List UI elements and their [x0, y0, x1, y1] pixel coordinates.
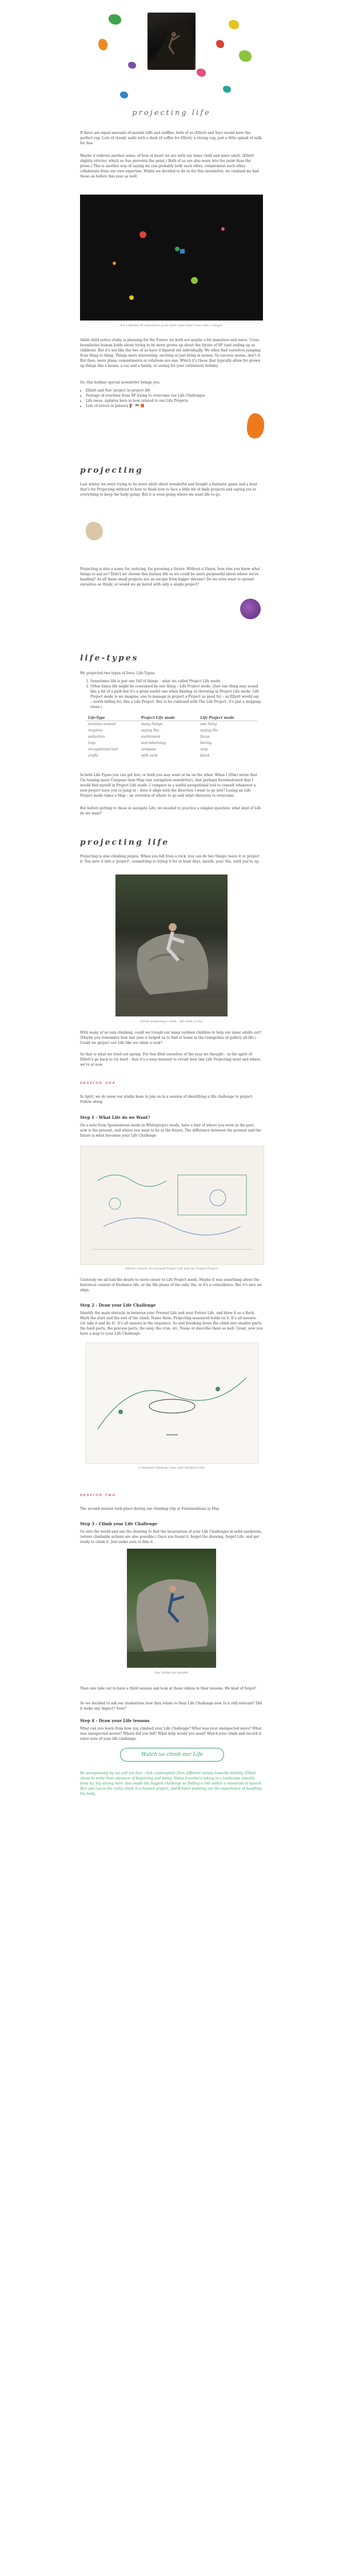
session-one-label: session one	[80, 1081, 116, 1085]
hero-photo	[147, 13, 196, 70]
session-two-intro: The second session took place during our climbing trip at Fontainebleau in May.	[80, 1507, 220, 1511]
table-row: seduction excitement focus	[88, 735, 210, 739]
sketch-1-caption: Elliott's sketch: the present Project Life and our Project Project	[125, 1267, 218, 1271]
climbing-hold-green-icon	[109, 14, 121, 25]
climbing-hold-pink-icon	[197, 69, 206, 77]
table-header: Project Life mode	[139, 715, 198, 721]
climbing-hold-teal-icon	[223, 86, 231, 93]
step-2-paragraph: Identify the main obstacle in between your Present Life and your Future Life, and draw it as a Rock. Mark the start and the end of the climb. Name them. Projecting measured holds on it. It's all messes. 1st take it and do it!. It's all messes in the sequence. So and breaking down the climb into smaller parts: the hard parts, the process parts, the easy, the crux, etc. Name or describe them as well. Great, now you have a map to your Life Challenge.	[80, 1311, 263, 1336]
list-item: 2. Other times life might be consumed by one thing – Life Project mode. (Just one thing may sound like a bit of a path but it's a great useful one when fixating or throwing in Project Life mode. Life Project mode is we imagine, one to manage in project a Project as good try – as Elliott would say – worth falling for, like a Life Project. But to be confused with The Life Project, it's just a stepping stone.)	[90, 684, 262, 710]
session-two-label: session two	[80, 1493, 117, 1497]
table-row: occupational tool compass map	[88, 747, 208, 751]
life-types-paragraph-3: But before getting to those in navigate Life, we needed to practice a simpler question: what kind of Life do we want?	[80, 806, 261, 816]
climbing-hold-purple-round-icon	[240, 599, 261, 619]
life-types-list	[86, 679, 262, 710]
climbing-hold-purple-icon	[128, 62, 136, 69]
projecting-life-photo	[115, 875, 228, 1016]
table-row: requires saying Yes saying No	[88, 729, 218, 733]
section-heading-projecting-life: projecting life	[80, 838, 170, 847]
session-two-paragraph-3: So we decided to ask our studentries how they relate to their Life Challenge now. Is it still relevant? Did it make any impact? Sure?	[80, 1701, 262, 1711]
sketch-climbing-route	[86, 1343, 258, 1464]
climbing-hold-orange-icon	[98, 39, 107, 50]
projecting-paragraph-1: Last winter we were trying to be more adult about wonderful and bought a fantastic game and a boat that's for Projecting without to how to think how to face a little bit of daily projects and saying yes to everything to keep the body going. But it is even going where we want life to go.	[80, 482, 257, 497]
intro-paragraph-4: So, this holiday special newsletter brings you:	[80, 381, 161, 385]
boulder-climber-image	[115, 875, 228, 1016]
life-types-paragraph-2: In both Life-Types you can get lost; or both you may want or be on the other. When I (Elin) wrote that I'm leaning more Compass than Map (see navigation newsletter), that perhaps foreshadowed that I would find myself in Project Life mode. I compare in a useful navigational tool to consult whenever a new project have you to jump in – does it align with the direction I want to go into? Losing an Life Project mode takes a Map – an overview of where to go and what obstacles to overcome.	[80, 773, 257, 798]
session-one-after-paragraph: Curiously we all had the desire to move closer to Life Project mode. Maybe it was something about the historical context of freelance life, or the life phase of the rally. Ha, or it's a coincidence. But it's nice we align.	[80, 1278, 262, 1292]
step-2-heading: Step 2 - Draw your Life Challenge	[80, 1303, 156, 1308]
session-one-intro: In April, we do some our studio base to join us in a session of identifying a life challenge to project. Follow along:	[80, 1095, 253, 1104]
table-row: trap overwhelming boring	[88, 741, 212, 745]
list-item: • Elliott and Sue' project in project life	[86, 388, 257, 393]
list-item: 1. Sometimes life is just one full of things – what we called Project Life mode.	[90, 679, 262, 684]
climbing-hold-orange-large-icon	[247, 413, 264, 438]
intro-paragraph-1: If there are equal amounts of mental toffs and sniffles, both of us (Elliott and Sue) would have the perfect cup. Lots of cloudy walls with a dash of coffee for Elliott; a strong cup, just a little splash of milk for Sue.	[80, 131, 262, 145]
projecting-life-paragraph-3: So that is what we tried out spring. For Sue filed ourselves of the year we thought – in the spirit of Elliott's go back to try hard – that it's a easy moment to revisit how this Life Projecting went and where we're at now.	[80, 1052, 261, 1067]
life-types-table	[86, 715, 257, 759]
step-1-heading: Step 1 - What Life do we Want?	[80, 1115, 150, 1120]
section-heading-life-types: life-types	[80, 654, 139, 663]
projecting-paragraph-2: Projecting is also a name for, noticing, for pursuing a future. Without a Vision, how else you know what things to say no? Didn't we choose this fantasy life so we could be more purposeful about where we're heading? As all these small projects are an escape from bigger dreams? Do we even want to spread ourselves so thinly, or would we go bored with only a single project?	[80, 567, 260, 587]
rock-challenge-sketch-image	[86, 1343, 258, 1463]
climbing-hold-lime-icon	[239, 50, 252, 62]
climbing-hold-beige-icon	[86, 522, 103, 540]
session-two-paragraph-2: Then one take out to have a third session and look at those videos in their lessons. We kind of forgot!	[80, 1687, 257, 1691]
step-4-paragraph: What can you learn from how you climbed your Life Challenge? What was your unexpected move? What was unexpected moves? Where did you fall? What help would you need? Watch your climb and record it voice note of your life challenge.	[80, 1727, 262, 1741]
session-two-photo-caption: Sue climbs the boulder	[154, 1671, 189, 1675]
step-1-paragraph: On a note from Spontaneous mode in Whiteproject mode, have a hint of where you were in the past, now is the present, and where you want to be in the future. The difference between the present and the future is what becomes your Life Challenge.	[80, 1123, 261, 1138]
climbing-holds-on-black-image	[80, 195, 263, 320]
climbing-hold-blue-icon	[120, 92, 128, 98]
climbing-hold-yellow-icon	[229, 20, 239, 29]
intro-paragraph-3: Adult-child notice study, is planning for the Future we both are maybe a bit immature and naive. Cross boundaries human holds about trying to be more grown up about the future of SP (and ending up as children). But it's not like the two of us have it figured out individually. We often find ourselves jumping from thing to thing. Things more interesting, exciting or just bring in money. So success seems, don't it. But then, more plans, commitments or relations are one. Which it's these that typically allow for grown up things like a house, a car and a family, or saving for your retirement holiday.	[80, 338, 261, 368]
table-header: Life Project mode	[198, 715, 257, 721]
intro-photo	[80, 195, 263, 320]
table-header: Life-Type	[86, 715, 139, 721]
step-3-paragraph: Go into the world and use the drawing to find the incarnation of your Life Challenges in solid sandstone, (where climbable actions are also possible.) Once you found it, forget the drawing, forget Life, and get ready to climb it. Just make sure to film it.	[80, 1530, 262, 1544]
step-4-heading: Step 4 - Draw your Life lessons	[80, 1718, 150, 1723]
sketch-present-future	[80, 1146, 264, 1265]
section-heading-projecting: projecting	[80, 466, 143, 475]
sketch-2-caption: A sketched climbing route with labelled holds	[138, 1466, 205, 1470]
life-types-intro: We projected two types of lives, Life-Types:	[80, 671, 155, 675]
session-two-green-note: Be anonymously by me and not fear: click contemplate from different names towards stability. Elliott chose to write their pleasure of beginning and being. Naina Lourdes's taking in a landscape visually done by 'big strong mire' Also made the biggest challenge so finding a role within a resources to launch. Ben and Lucas the rocky climb in a bounce project, and Kristen pointing out the importance of handling the body.	[80, 1771, 262, 1796]
intro-bullet-list	[86, 388, 257, 409]
life-map-sketch-image	[81, 1146, 264, 1264]
session-two-photo	[127, 1549, 216, 1668]
table-row: involves around many things one thing	[88, 722, 217, 726]
projecting-life-paragraph-2: With many of us rain climbing, could we trough our many outdoor children to help our inner adults out? (Maybe you remember how last year it helped us to find at home in the trampoline at gallery all life.) Could we project our Life like we climb a rock?	[80, 1031, 262, 1045]
list-item: • Life mess: updates here in how related to our Life Projects	[86, 398, 257, 403]
list-item: • Footage of overtime from SP trying to overcome our Life Challenges	[86, 393, 257, 398]
watch-climb-button[interactable]: Watch us climb our Life	[120, 1748, 224, 1762]
boulder-climb-forest-image	[127, 1549, 216, 1668]
projecting-life-paragraph-1: Projecting is also climbing jargon. When you fall from a rock, you can do two things: leave it or project it. You save it into a 'project', committing to trying it for at least days, month, year. Yes, until you're up.	[80, 854, 260, 864]
intro-paragraph-2: Maybe it relieves another some; of how at heart we are with our inner child and inner adult. (Elliott slightly stricter, which so Sue prevents the point.) Both of us are also more into the point than the prose.) This is another way of saying we can probably both each other, complement each other, collaborate from our own expertise. Whilst we decided to do so for this newsletter, we realised we had these on before this year as well.	[80, 154, 259, 179]
hero-climber-silhouette	[147, 13, 196, 70]
table-row: crafts with verb block	[88, 754, 210, 758]
page-title: projecting life	[132, 109, 211, 117]
step-3-heading: Step 3 - Climb your Life Challenge	[80, 1521, 158, 1526]
projecting-life-photo-caption: Elliott projecting a climb - fall mode [crux]	[140, 1020, 203, 1023]
list-item: • Lots of errors in January 🧗‍♀️ 🏁 🎁	[86, 403, 257, 409]
intro-photo-caption: It's a blissful SF mutualism as an inner child adult cross with a ranger.	[120, 324, 223, 327]
climbing-hold-red-icon	[216, 40, 224, 48]
